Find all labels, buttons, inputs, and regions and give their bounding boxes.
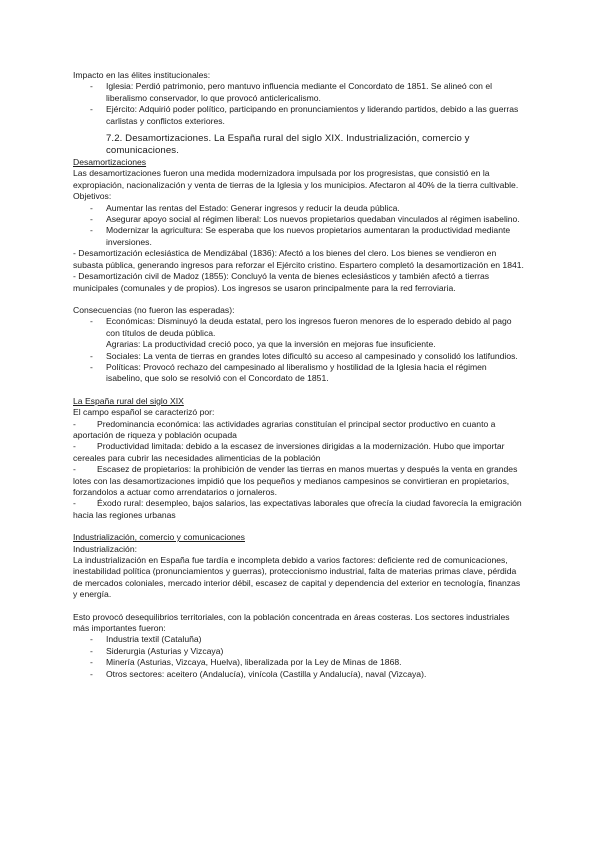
list-item: - Predominancia económica: las actividades agrarias constituían el principal sector productivo en cuanto a aportación de riqueza y población ocupada bbox=[73, 418, 496, 440]
sector-item: Industria textil (Cataluña) bbox=[106, 634, 202, 645]
rural-item: Productividad limitada: debido a la escasez de inversiones dirigidas a la modernización. Hubo que importar cereales para cubrir las necesidades alimenticias de la población bbox=[73, 441, 505, 463]
consequence-item: Políticas: Provocó rechazo del campesinado al liberalismo y hostilidad de la Iglesia hacia el régimen isabelino, que solo se resolvió con el Concordato de 1851. bbox=[106, 361, 487, 384]
mendizabal-paragraph: - Desamortización eclesiástica de Mendizábal (1836): Afectó a los bienes del clero. Los bienes se vendieron en subasta pública, generando ingresos para reforzar el Ejército cristino. Espartero completó la desamortización en 1841. bbox=[73, 248, 524, 270]
sector-item: Siderurgia (Asturias y Vizcaya) bbox=[106, 645, 224, 656]
list-item: - Siderurgia (Asturias y Vizcaya) bbox=[90, 645, 224, 656]
list-item: - Minería (Asturias, Vizcaya, Huelva), liberalizada por la Ley de Minas de 1868. bbox=[90, 657, 402, 668]
sector-item: Minería (Asturias, Vizcaya, Huelva), liberalizada por la Ley de Minas de 1868. bbox=[106, 657, 402, 668]
document-page bbox=[73, 70, 525, 680]
list-item: - Aumentar las rentas del Estado: Generar ingresos y reducir la deuda pública. bbox=[90, 202, 400, 213]
consequence-item: Económicas: Disminuyó la deuda estatal, pero los ingresos fueron menores de lo esperado debido al pago con títulos de deuda pública. bbox=[106, 316, 512, 338]
elites-heading: Impacto en las élites institucionales: bbox=[73, 70, 211, 80]
list-item: - Políticas: Provocó rechazo del campesinado al liberalismo y hostilidad de la Iglesia hacia el régimen isabelino, que solo se resolvió con el Concordato de 1851. bbox=[90, 361, 487, 384]
rural-item: Éxodo rural: desempleo, bajos salarios, las expectativas laborales que ofrecía la ciudad favorecía la emigración hacia las regiones urbanas bbox=[73, 498, 522, 520]
section-title: 7.2. Desamortizaciones. La España rural del siglo XIX. Industrialización, comercio y comunicaciones. bbox=[106, 133, 470, 157]
desequilibrios-paragraph: Esto provocó desequilibrios territoriales, con la población concentrada en áreas costeras. Los sectores industriales más importantes fueron: bbox=[73, 611, 510, 634]
objective-item: Modernizar la agricultura: Se esperaba que los nuevos propietarios aumentaran la productividad mediante inversiones. bbox=[106, 225, 511, 247]
list-item: - Éxodo rural: desempleo, bajos salarios, las expectativas laborales que ofrecía la ciudad favorecía la emigración hacia las regiones urbanas bbox=[73, 498, 522, 520]
list-item: - Industria textil (Cataluña) bbox=[90, 634, 202, 645]
list-item: - Económicas: Disminuyó la deuda estatal, pero los ingresos fueron menores de lo esperado debido al pago con títulos de deuda pública. bbox=[90, 316, 512, 338]
madoz-paragraph: - Desamortización civil de Madoz (1855): Concluyó la venta de bienes eclesiásticos y también afectó a tierras municipales (comunales y de propios). Los ingresos se usaron principalmente para la red ferroviaria. bbox=[73, 271, 490, 293]
rural-item: Predominancia económica: las actividades agrarias constituían el principal sector productivo en cuanto a aportación de riqueza y población ocupada bbox=[73, 418, 496, 440]
list-item: - Productividad limitada: debido a la escasez de inversiones dirigidas a la modernización. Hubo que importar cereales para cubrir las necesidades alimenticias de la población bbox=[73, 441, 505, 463]
desamortizaciones-heading: Desamortizaciones bbox=[73, 157, 147, 168]
consequence-agrarias: Agrarias: La productividad creció poco, ya que la inversión en mejoras fue insuficiente. bbox=[106, 339, 436, 350]
list-item: - Ejército: Adquirió poder político, participando en pronunciamientos y liderando partidos, debido a las guerras carlistas y conflictos exteriores. bbox=[90, 104, 519, 126]
rural-heading: La España rural del siglo XIX bbox=[73, 395, 184, 406]
desamortizaciones-intro: Las desamortizaciones fueron una medida modernizadora impulsada por los progresistas, que consistió en la expropiación, nacionalización y venta de tierras de la Iglesia y los municipios. Afectaron al 40% de la tierra cultivable. bbox=[73, 168, 519, 190]
sector-item: Otros sectores: aceitero (Andalucía), vinícola (Castilla y Andalucía), naval (Vizcaya). bbox=[106, 668, 427, 679]
objectives-label: Objetivos: bbox=[73, 191, 112, 202]
rural-intro: El campo español se caracterizó por: bbox=[73, 407, 215, 418]
list-item: - Escasez de propietarios: la prohibición de vender las tierras en manos muertas y después la venta en grandes lotes con las desamortizaciones impidió que los pequeños y medianos campesinos se convirtieran en propietarios, forzandolos a actuar como arrendatarios o jornaleros. bbox=[73, 464, 518, 497]
list-item: - Iglesia: Perdió patrimonio, pero mantuvo influencia mediante el Concordato de 1851. Se alineó con el liberalismo conservador, lo que provocó anticlericalismo. bbox=[90, 81, 493, 103]
industria-subheading: Industrialización: bbox=[73, 543, 138, 554]
elites-item-ejercito: Ejército: Adquirió poder político, participando en pronunciamientos y liderando partidos, debido a las guerras carlistas y conflictos exteriores. bbox=[106, 104, 519, 126]
list-item: - Sociales: La venta de tierras en grandes lotes dificultó su acceso al campesinado y consolidó los latifundios. bbox=[90, 350, 518, 361]
list-item: - Modernizar la agricultura: Se esperaba que los nuevos propietarios aumentaran la productividad mediante inversiones. bbox=[90, 225, 511, 247]
consequence-item: Sociales: La venta de tierras en grandes lotes dificultó su acceso al campesinado y consolidó los latifundios. bbox=[106, 350, 518, 361]
list-item bbox=[73, 339, 525, 350]
list-item: - Otros sectores: aceitero (Andalucía), vinícola (Castilla y Andalucía), naval (Vizcaya). bbox=[90, 668, 427, 679]
rural-item: Escasez de propietarios: la prohibición de vender las tierras en manos muertas y después la venta en grandes lotes con las desamortizaciones impidió que los pequeños y medianos campesinos se convirtieran en propietarios, forzandolos a actuar como arrendatarios o jornaleros. bbox=[73, 464, 518, 497]
consequences-label: Consecuencias (no fueron las esperadas): bbox=[73, 304, 235, 315]
objective-item: Asegurar apoyo social al régimen liberal: Los nuevos propietarios quedaban vinculados al régimen isabelino. bbox=[106, 214, 520, 225]
industria-heading: Industrialización, comercio y comunicaciones bbox=[73, 532, 245, 543]
elites-item-iglesia: Iglesia: Perdió patrimonio, pero mantuvo influencia mediante el Concordato de 1851. Se alineó con el liberalismo conservador, lo que provocó anticlericalismo. bbox=[106, 81, 493, 103]
list-item: - Asegurar apoyo social al régimen liberal: Los nuevos propietarios quedaban vinculados al régimen isabelino. bbox=[90, 214, 520, 225]
industria-intro: La industrialización en España fue tardía e incompleta debido a varios factores: deficiente red de comunicaciones, inestabilidad política (pronunciamientos y guerras), proteccionismo industrial, falta de materias primas clave, pérdida de mercados coloniales, mercado interior débil, escasez de capital y dependencia del exterior en tecnología, finanzas y energía. bbox=[73, 555, 521, 600]
objective-item: Aumentar las rentas del Estado: Generar ingresos y reducir la deuda pública. bbox=[106, 202, 400, 213]
